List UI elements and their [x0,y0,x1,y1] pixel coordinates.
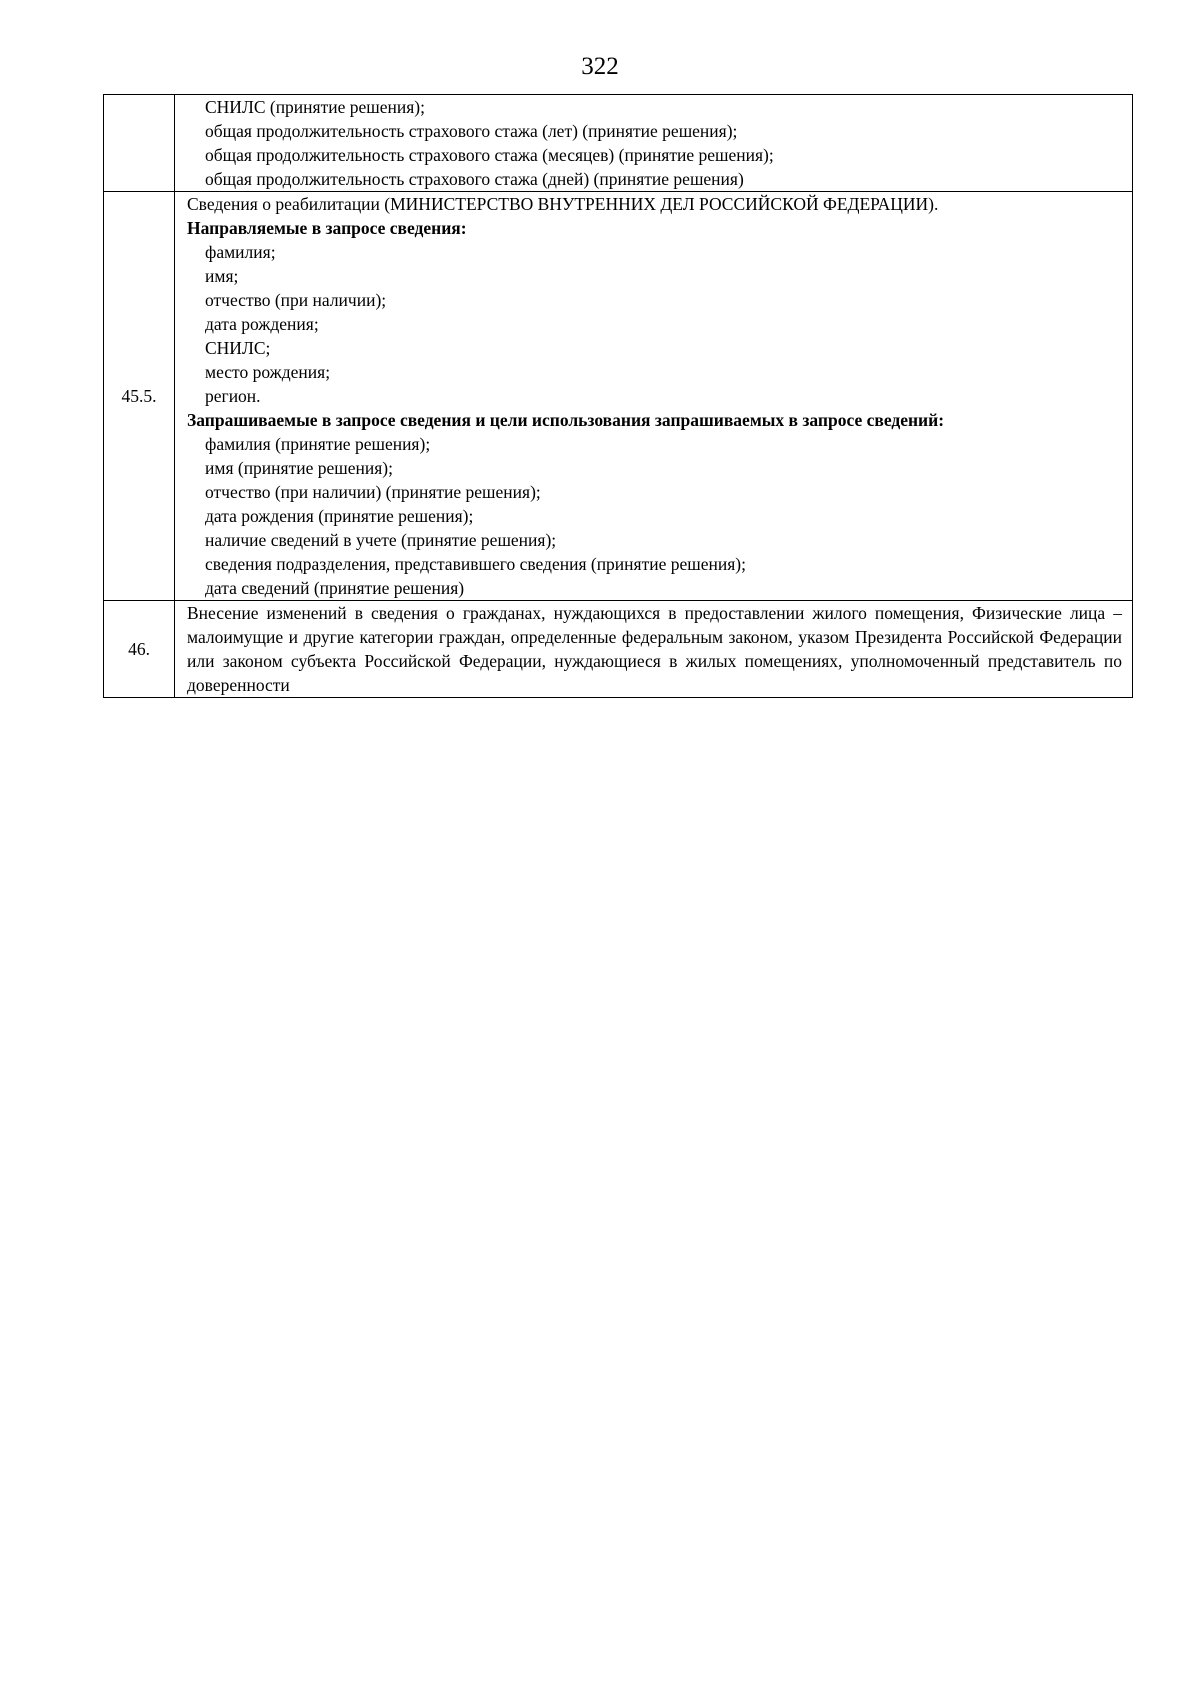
list-item: общая продолжительность страхового стажа (дней) (принятие решения) [205,169,744,189]
list-item: СНИЛС (принятие решения); [205,97,425,117]
table-row [104,95,1133,192]
list-item: регион. [205,386,261,406]
list-item: место рождения; [205,362,331,382]
row-number-cell [104,95,175,192]
row-content-cell [175,601,1133,698]
list-item: общая продолжительность страхового стажа (месяцев) (принятие решения); [205,145,774,165]
list-item: дата рождения (принятие решения); [205,506,474,526]
row-number-cell: 46. [104,601,175,698]
document-table [103,94,1133,698]
row-description: Внесение изменений в сведения о гражданах, нуждающихся в предоставлении жилого помещения, Физические лица – малоимущие и другие категории граждан, определенные федеральным законом, указом Президента Российской Федерации или законом субъекта Российской Федерации, нуждающиеся в жилых помещениях, уполномоченный представитель по доверенности [187,603,1122,695]
list-item: СНИЛС; [205,338,271,358]
page-number: 322 [581,53,619,80]
list-item: сведения подразделения, представившего сведения (принятие решения); [205,554,746,574]
list-item: дата сведений (принятие решения) [205,578,465,598]
list-item: общая продолжительность страхового стажа (лет) (принятие решения); [205,121,738,141]
list-item: имя (принятие решения); [205,458,393,478]
list-item: имя; [205,266,239,286]
list-item: фамилия; [205,242,276,262]
row-content-cell [175,95,1133,192]
list-item: наличие сведений в учете (принятие решения); [205,530,557,550]
table-row [104,601,1133,698]
sent-fields-heading: Направляемые в запросе сведения: [187,218,467,238]
list-item: отчество (при наличии); [205,290,387,310]
row-number-cell: 45.5. [104,192,175,601]
row-content-cell [175,192,1133,601]
list-item: дата рождения; [205,314,319,334]
list-item: отчество (при наличии) (принятие решения); [205,482,541,502]
row-title: Сведения о реабилитации (МИНИСТЕРСТВО ВНУТРЕННИХ ДЕЛ РОССИЙСКОЙ ФЕДЕРАЦИИ). [187,194,939,214]
list-item: фамилия (принятие решения); [205,434,431,454]
requested-fields-heading: Запрашиваемые в запросе сведения и цели использования запрашиваемых в запросе сведений: [187,410,945,430]
table-row [104,192,1133,601]
